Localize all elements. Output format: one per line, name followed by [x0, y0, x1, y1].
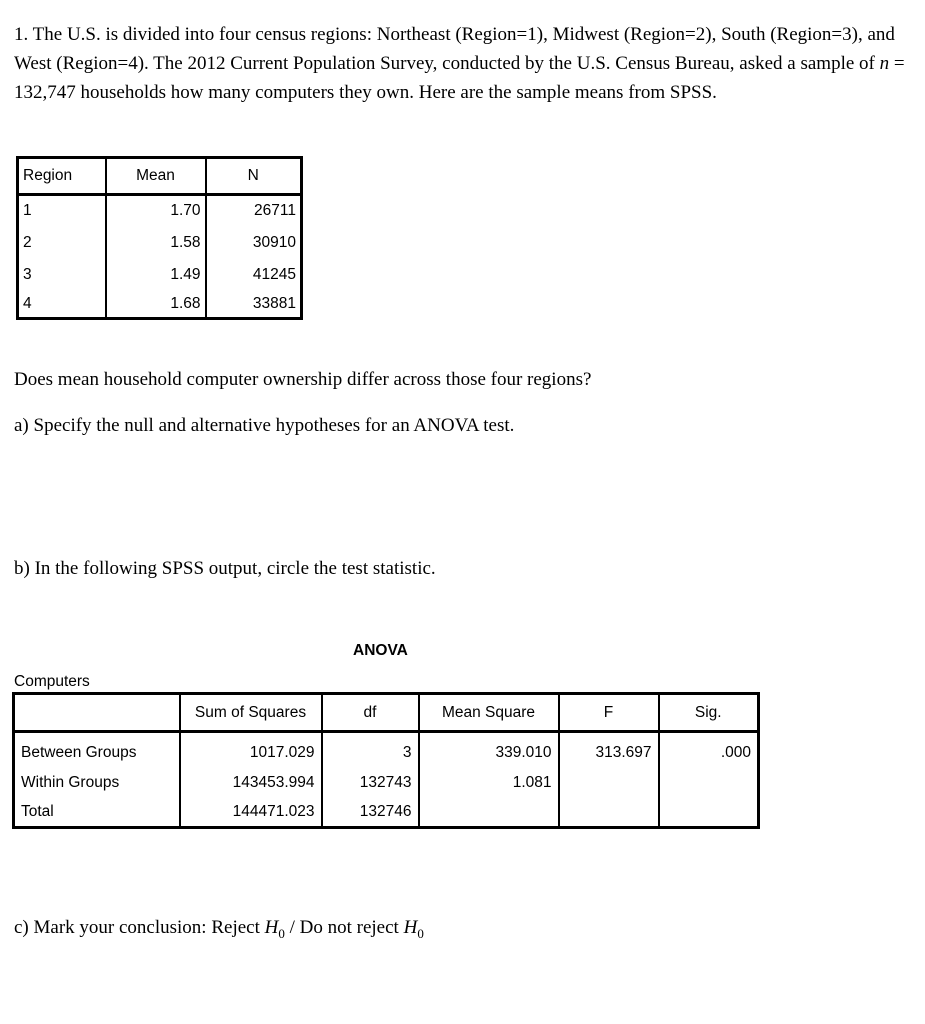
n-cell: 33881 [206, 291, 302, 319]
anova-header-row [14, 694, 759, 732]
n-value: = 132,747 [14, 53, 905, 103]
header-mean: Mean [106, 158, 206, 195]
row-label: Within Groups [14, 768, 180, 798]
intro-text-end: households how many computers they own. Here are the sample means from SPSS. [75, 82, 717, 103]
row-label: Total [14, 798, 180, 828]
h0-symbol: H [403, 917, 418, 938]
df-cell: 132746 [322, 798, 419, 828]
question-does: Does mean household computer ownership differ across those four regions? [14, 369, 592, 390]
row-label: Between Groups [14, 732, 180, 768]
question-a: a) Specify the null and alternative hypotheses for an ANOVA test. [14, 415, 515, 436]
question-b: b) In the following SPSS output, circle the test statistic. [14, 558, 436, 579]
sig-cell [659, 798, 759, 828]
table-row [14, 732, 759, 768]
sum-of-squares-cell: 1017.029 [180, 732, 322, 768]
mean-cell: 1.70 [106, 195, 206, 227]
question-c-prefix: c) Mark your conclusion: Reject [14, 917, 265, 938]
n-cell: 26711 [206, 195, 302, 227]
question-c [14, 913, 424, 948]
mean-cell: 1.49 [106, 259, 206, 291]
anova-title: ANOVA [353, 642, 408, 659]
df-cell: 132743 [322, 768, 419, 798]
h0-subscript: 0 [278, 925, 285, 941]
problem-intro [14, 20, 919, 107]
mean-square-cell: 339.010 [419, 732, 559, 768]
h0-subscript: 0 [417, 925, 424, 941]
df-cell: 3 [322, 732, 419, 768]
region-means-table [16, 156, 303, 320]
region-cell: 3 [18, 259, 106, 291]
f-statistic-cell [559, 798, 659, 828]
table-row [18, 195, 302, 227]
f-statistic-cell [559, 768, 659, 798]
region-cell: 2 [18, 227, 106, 259]
means-header-row [18, 158, 302, 195]
header-f: F [559, 694, 659, 732]
intro-text-start: 1. The U.S. is divided into four census regions: Northeast (Region=1), Midwest (Region=2), South (Region=3), and West (Region=4). The 2012 Current Population Survey, conducted by the U.S. Census Bureau, asked a sample of [14, 24, 895, 74]
table-row [18, 291, 302, 319]
mean-square-cell: 1.081 [419, 768, 559, 798]
question-c-middle: / Do not reject [284, 917, 404, 938]
table-row [14, 798, 759, 828]
n-symbol: n [879, 53, 890, 74]
table-row [14, 768, 759, 798]
n-cell: 41245 [206, 259, 302, 291]
sig-cell [659, 768, 759, 798]
h0-symbol: H [264, 917, 279, 938]
table-row [18, 227, 302, 259]
header-region: Region [18, 158, 106, 195]
region-cell: 4 [18, 291, 106, 319]
sig-cell: .000 [659, 732, 759, 768]
header-sig: Sig. [659, 694, 759, 732]
mean-cell: 1.58 [106, 227, 206, 259]
sum-of-squares-cell: 143453.994 [180, 768, 322, 798]
header-blank [14, 694, 180, 732]
header-mean-square: Mean Square [419, 694, 559, 732]
anova-variable-label: Computers [14, 673, 90, 690]
anova-table [12, 692, 760, 829]
n-cell: 30910 [206, 227, 302, 259]
f-statistic-cell: 313.697 [559, 732, 659, 768]
mean-square-cell [419, 798, 559, 828]
header-df: df [322, 694, 419, 732]
region-cell: 1 [18, 195, 106, 227]
table-row [18, 259, 302, 291]
header-n: N [206, 158, 302, 195]
mean-cell: 1.68 [106, 291, 206, 319]
header-sum-of-squares: Sum of Squares [180, 694, 322, 732]
sum-of-squares-cell: 144471.023 [180, 798, 322, 828]
